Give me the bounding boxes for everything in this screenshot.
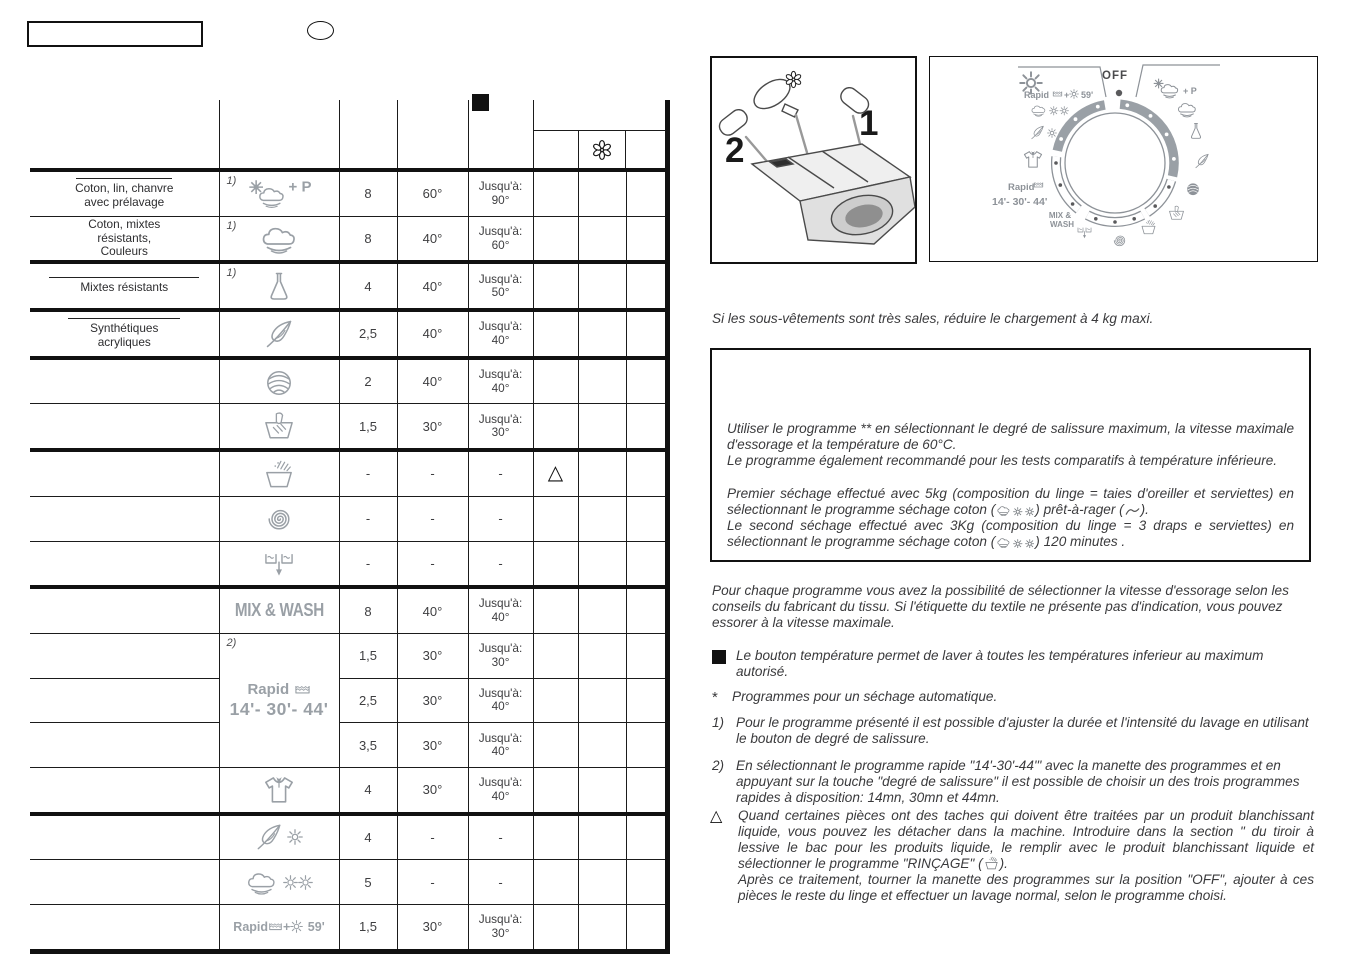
fabric-label bbox=[30, 496, 219, 541]
page-marker-oval bbox=[307, 21, 334, 40]
detergent-cell bbox=[578, 358, 626, 404]
detergent-col-2 bbox=[534, 131, 578, 168]
program-icon-cell bbox=[219, 860, 339, 905]
cotton-icon bbox=[1178, 104, 1195, 117]
max-temp-cell: Jusqu'à: 40° bbox=[468, 678, 533, 723]
dial-mix-wash-label-2: WASH bbox=[1050, 220, 1074, 229]
black-square-icon bbox=[712, 650, 726, 664]
test-program-infobox bbox=[710, 348, 1311, 562]
wash-temp-cell: 40° bbox=[397, 310, 468, 358]
fabric-label: Coton, lin, chanvre avec prélavage bbox=[30, 170, 219, 216]
rinse-icon bbox=[1142, 220, 1155, 234]
max-temp-cell: - bbox=[468, 860, 533, 905]
detergent-cell bbox=[626, 216, 667, 262]
dial-rapid59-time: 59' bbox=[1081, 90, 1094, 100]
max-temp-cell: Jusqu'à: 40° bbox=[468, 723, 533, 768]
sun-icon bbox=[1070, 90, 1079, 99]
wash-temp-cell: 40° bbox=[397, 216, 468, 262]
temperature-note: Le bouton température permet de laver à toutes les températures inferieur au maximum autorisé. bbox=[712, 648, 1312, 680]
load-kg-cell: 2,5 bbox=[339, 310, 397, 358]
detergent-cell bbox=[626, 814, 667, 860]
table-row bbox=[30, 310, 667, 358]
fabric-label bbox=[30, 860, 219, 905]
sun-icon bbox=[1049, 106, 1058, 115]
bleach-cell bbox=[533, 450, 578, 496]
detergent-cell bbox=[578, 860, 626, 905]
rapid-label: Rapid bbox=[233, 919, 269, 934]
detergent-drawer-figure bbox=[710, 56, 917, 264]
detergent-cell bbox=[578, 310, 626, 358]
detergent-cell bbox=[533, 170, 578, 216]
detergent-cell bbox=[626, 767, 667, 813]
detergent-cell bbox=[626, 587, 667, 633]
table-row bbox=[30, 860, 667, 905]
detergent-cell bbox=[533, 541, 578, 587]
detergent-header-group bbox=[533, 100, 667, 170]
cotton-icon bbox=[245, 870, 278, 895]
wash-temp-cell: 30° bbox=[397, 404, 468, 450]
dial-knob-circle bbox=[1065, 113, 1165, 213]
table-row bbox=[30, 170, 667, 216]
load-kg-cell: - bbox=[339, 450, 397, 496]
max-temp-cell: - bbox=[468, 496, 533, 541]
note-marker: 1) bbox=[226, 267, 237, 280]
cotton-icon bbox=[996, 505, 1011, 516]
max-temp-cell: Jusqu'à: 40° bbox=[468, 587, 533, 633]
max-temp-cell: Jusqu'à: 60° bbox=[468, 216, 533, 262]
table-row bbox=[30, 723, 667, 768]
underwear-note: Si les sous-vêtements sont très sales, réduire le chargement à 4 kg maxi. bbox=[712, 311, 1154, 326]
band-position-dots bbox=[1054, 161, 1171, 224]
rapid-times-label: 14'- 30'- 44' bbox=[229, 698, 329, 719]
wash-temp-cell: 60° bbox=[397, 170, 468, 216]
bleach-note-text: Quand certaines pièces ont des taches qui doivent être traitées par un produit blanchissant liquide, vous pouvez les détacher dans la machine. Introduire dans la section " du tiroir à lessive le bac pour les produits liquide, le remplir avec le produit blanchissant liquide et sélectionner le programme "RINÇAGE" ( ). Après ce traitement, tourner la manette des programmes sur la position "OFF", ajouter à ces pièces le reste du linge et effectuer un lavage normal, selon le programme choisi. bbox=[738, 808, 1314, 904]
table-row bbox=[30, 262, 667, 310]
temperature-legend-square bbox=[472, 94, 489, 111]
prewash-cotton-icon bbox=[247, 178, 289, 209]
table-row bbox=[30, 216, 667, 262]
flask-icon bbox=[267, 271, 291, 301]
load-kg-cell: 8 bbox=[339, 170, 397, 216]
table-row bbox=[30, 678, 667, 723]
max-temp-cell: Jusqu'à: 40° bbox=[468, 310, 533, 358]
sun-icon bbox=[290, 920, 303, 933]
dial-rapid-times: 14'- 30'- 44' bbox=[992, 196, 1048, 208]
fabric-label: Synthétiques acryliques bbox=[30, 310, 219, 358]
program-icon-cell bbox=[219, 262, 339, 310]
wash-temp-cell: 30° bbox=[397, 678, 468, 723]
sun-icon bbox=[1013, 539, 1023, 549]
detergent-cell bbox=[533, 905, 578, 952]
rapid-program-cell bbox=[219, 633, 339, 767]
program-icon-cell bbox=[219, 814, 339, 860]
max-temp-cell: - bbox=[468, 450, 533, 496]
load-kg-cell: 1,5 bbox=[339, 905, 397, 952]
bleach-note bbox=[710, 808, 1314, 904]
detergent-cell bbox=[533, 216, 578, 262]
feather-icon bbox=[1196, 154, 1208, 167]
detergent-cell bbox=[578, 262, 626, 310]
dial-rapid-label: Rapid bbox=[1008, 182, 1035, 193]
detergent-cell bbox=[533, 262, 578, 310]
compartment-2-label: 2 bbox=[725, 131, 745, 170]
load-kg-cell: 2 bbox=[339, 358, 397, 404]
cotton-icon bbox=[1032, 106, 1045, 116]
detergent-cell bbox=[626, 541, 667, 587]
detergent-cell bbox=[578, 633, 626, 678]
load-kg-cell: 4 bbox=[339, 814, 397, 860]
detergent-cell bbox=[533, 310, 578, 358]
table-row bbox=[30, 496, 667, 541]
detergent-col-softener bbox=[578, 131, 625, 168]
spin-speed-note: Pour chaque programme vous avez la possibilité de sélectionner la vitesse d'essorage selon les conseils du fabricant du tissu. Si l'étiquette du textile ne présente pas d'indication, vous pouvez essorer à la vitesse maximale. bbox=[712, 583, 1289, 631]
detergent-col-1 bbox=[625, 131, 665, 168]
feather-icon bbox=[1032, 126, 1044, 139]
program-icon-cell bbox=[219, 587, 339, 633]
detergent-cell bbox=[533, 814, 578, 860]
detergent-cell bbox=[578, 678, 626, 723]
program-dial-figure bbox=[929, 56, 1318, 262]
table-row bbox=[30, 587, 667, 633]
basin-icon bbox=[1053, 92, 1062, 97]
test-program-paragraph: Utiliser le programme ** en sélectionnant le degré de salissure maximum, la vitesse maximale d'essorage et la température de 60°C. Le programme également recommandé pour les tests comparatifs à température inférieure. bbox=[727, 421, 1294, 469]
arc-position-dots bbox=[1059, 103, 1176, 160]
max-temp-cell: Jusqu'à: 50° bbox=[468, 262, 533, 310]
program-icon-cell bbox=[219, 358, 339, 404]
rapid-time-label: 59' bbox=[307, 919, 325, 934]
load-kg-cell: 8 bbox=[339, 216, 397, 262]
program-icon-cell bbox=[219, 905, 339, 952]
shirt-icon bbox=[262, 774, 296, 806]
fabric-label bbox=[30, 814, 219, 860]
detergent-cell bbox=[578, 404, 626, 450]
detergent-cell bbox=[626, 496, 667, 541]
max-temp-cell: Jusqu'à: 40° bbox=[468, 767, 533, 813]
detergent-cell bbox=[626, 170, 667, 216]
detergent-cell bbox=[626, 262, 667, 310]
detergent-cell bbox=[533, 358, 578, 404]
detergent-cell bbox=[578, 587, 626, 633]
dial-off-label: OFF bbox=[1102, 70, 1128, 82]
shirt-icon bbox=[1024, 151, 1041, 167]
mix-wash-label: MIX & WASH bbox=[234, 600, 324, 622]
max-temp-cell: Jusqu'à: 40° bbox=[468, 358, 533, 404]
program-icon-cell bbox=[219, 541, 339, 587]
wash-temp-cell: - bbox=[397, 541, 468, 587]
table-row bbox=[30, 814, 667, 860]
program-icon-cell bbox=[219, 404, 339, 450]
wash-temp-cell: - bbox=[397, 814, 468, 860]
dial-plus-p-label: + P bbox=[1183, 86, 1197, 96]
program-icon-cell bbox=[219, 310, 339, 358]
program-table bbox=[30, 100, 670, 954]
drain-icon bbox=[262, 549, 296, 577]
prewash-cotton-icon bbox=[1154, 79, 1178, 98]
table-row bbox=[30, 450, 667, 496]
sun-icon bbox=[298, 875, 313, 890]
table-row bbox=[30, 905, 667, 952]
max-temp-cell: - bbox=[468, 814, 533, 860]
fabric-label bbox=[30, 404, 219, 450]
load-kg-cell: 8 bbox=[339, 587, 397, 633]
temp-header bbox=[397, 100, 468, 170]
rapid-label: Rapid bbox=[247, 680, 290, 698]
fabric-label bbox=[30, 905, 219, 952]
load-kg-cell: 1,5 bbox=[339, 633, 397, 678]
max-temp-cell: Jusqu'à: 30° bbox=[468, 404, 533, 450]
detergent-cell bbox=[533, 587, 578, 633]
detergent-cell bbox=[626, 358, 667, 404]
wash-temp-cell: 30° bbox=[397, 633, 468, 678]
cotton-icon bbox=[996, 537, 1011, 548]
detergent-cell bbox=[626, 633, 667, 678]
dial-diagram bbox=[930, 57, 1314, 258]
wash-temp-cell: 40° bbox=[397, 587, 468, 633]
detergent-cell bbox=[578, 905, 626, 952]
max-temp-cell: - bbox=[468, 541, 533, 587]
max-temp-cell: Jusqu'à: 30° bbox=[468, 905, 533, 952]
wash-temp-cell: 30° bbox=[397, 905, 468, 952]
program-icon-cell bbox=[219, 496, 339, 541]
table-row bbox=[30, 358, 667, 404]
wash-temp-cell: 30° bbox=[397, 767, 468, 813]
feather-icon bbox=[255, 823, 283, 851]
bleach-triangle-icon: △ bbox=[547, 462, 564, 485]
detergent-cell bbox=[578, 170, 626, 216]
sun-icon bbox=[1025, 539, 1035, 549]
fabric-header bbox=[30, 100, 219, 170]
detergent-cell bbox=[533, 633, 578, 678]
pour-stream bbox=[796, 115, 808, 156]
wash-temp-cell: - bbox=[397, 860, 468, 905]
drying-programs-arc bbox=[1057, 105, 1105, 151]
table-row bbox=[30, 404, 667, 450]
detergent-cell bbox=[533, 767, 578, 813]
basin-icon bbox=[294, 683, 311, 696]
sun-icon bbox=[1048, 129, 1057, 138]
detergent-cell bbox=[578, 814, 626, 860]
note-2: 2) En sélectionnant le programme rapide "14'-30'-44'" avec la manette des programmes et en appuyant sur la touche "degré de salissure" il est possible de choisir un des trois programmes rapides à disposition: 14mn, 30mn et 44mn. bbox=[712, 758, 1300, 806]
wool-icon bbox=[1187, 183, 1199, 195]
note-marker: 1) bbox=[226, 219, 237, 232]
detergent-cell bbox=[533, 860, 578, 905]
fabric-label bbox=[30, 767, 219, 813]
table-row bbox=[30, 541, 667, 587]
spin-spiral-icon bbox=[1114, 236, 1125, 246]
dry-group-bracket-right bbox=[1136, 65, 1220, 97]
plus-p-label: + P bbox=[288, 179, 312, 197]
fabric-label bbox=[30, 633, 219, 678]
detergent-cell bbox=[626, 404, 667, 450]
basin-icon bbox=[268, 921, 283, 932]
rinse-icon bbox=[263, 459, 295, 489]
handwash-icon bbox=[1170, 206, 1184, 219]
fabric-label bbox=[30, 450, 219, 496]
detergent-cell bbox=[578, 723, 626, 768]
table-header-row bbox=[30, 100, 667, 170]
load-kg-cell: 2,5 bbox=[339, 678, 397, 723]
detergent-cell bbox=[626, 905, 667, 952]
load-kg-cell: 3,5 bbox=[339, 723, 397, 768]
detergent-cell bbox=[578, 496, 626, 541]
wash-temp-cell: 40° bbox=[397, 358, 468, 404]
note-1: 1) Pour le programme présenté il est possible d'ajuster la durée et l'intensité du lavage en utilisant le bouton de degré de salissure. bbox=[712, 715, 1309, 747]
sun-icon bbox=[283, 875, 298, 890]
sun-icon bbox=[1060, 106, 1069, 115]
program-header bbox=[219, 100, 339, 170]
detergent-cell bbox=[578, 450, 626, 496]
asterisk-marker: * bbox=[712, 689, 718, 706]
program-icon-cell bbox=[219, 450, 339, 496]
dial-mix-wash-label-1: MIX & bbox=[1048, 211, 1072, 220]
model-label-box bbox=[27, 21, 203, 47]
detergent-cell bbox=[578, 541, 626, 587]
rinse-icon bbox=[984, 856, 999, 870]
max-temp-cell: Jusqu'à: 30° bbox=[468, 633, 533, 678]
sun-icon bbox=[1025, 507, 1035, 517]
ready-to-wear-icon bbox=[1125, 507, 1140, 516]
detergent-cell bbox=[626, 450, 667, 496]
program-icon-cell bbox=[219, 216, 339, 262]
load-kg-cell: - bbox=[339, 496, 397, 541]
softener-flower-icon bbox=[591, 139, 613, 161]
detergent-cell bbox=[626, 723, 667, 768]
load-kg-cell: 4 bbox=[339, 767, 397, 813]
table-row bbox=[30, 633, 667, 678]
spin-spiral-icon bbox=[265, 505, 293, 533]
compartment-1-label: 1 bbox=[859, 104, 879, 143]
max-temp-cell: Jusqu'à: 90° bbox=[468, 170, 533, 216]
detergent-cell bbox=[533, 496, 578, 541]
note-marker: 2) bbox=[226, 636, 237, 649]
dial-rapid59-label: Rapid bbox=[1024, 90, 1050, 100]
program-icon-cell bbox=[219, 170, 339, 216]
wool-icon bbox=[264, 367, 294, 397]
load-kg-cell: 1,5 bbox=[339, 404, 397, 450]
wash-temp-cell: - bbox=[397, 496, 468, 541]
fabric-label: Coton, mixtes résistants, Couleurs bbox=[30, 216, 219, 262]
fabric-label bbox=[30, 678, 219, 723]
load-kg-cell: 5 bbox=[339, 860, 397, 905]
load-kg-cell: 4 bbox=[339, 262, 397, 310]
wash-temp-cell: - bbox=[397, 450, 468, 496]
dial-rapid59-plus: + bbox=[1064, 90, 1070, 100]
fabric-label bbox=[30, 541, 219, 587]
drying-test-paragraph: Premier séchage effectué avec 5kg (composition du linge = taies d'oreiller et serviettes) en sélectionnant le programme séchage coton ( ) prêt-à-rager ( ). Le second séchage effectué avec 3Kg (composition du linge = 3 draps e serviettes) en sélectionnant le programme séchage coton ( ) 120 minutes . bbox=[727, 486, 1294, 550]
fabric-label bbox=[30, 723, 219, 768]
load-header bbox=[339, 100, 397, 170]
detergent-cell bbox=[533, 404, 578, 450]
program-icon-cell bbox=[219, 767, 339, 813]
fabric-label bbox=[30, 358, 219, 404]
dial-pointer-dot bbox=[1116, 90, 1122, 96]
handwash-icon bbox=[263, 411, 295, 441]
note-2-marker: 2) bbox=[712, 758, 725, 773]
note-1-marker: 1) bbox=[712, 715, 725, 730]
load-kg-cell: - bbox=[339, 541, 397, 587]
detergent-cell bbox=[578, 216, 626, 262]
feather-icon bbox=[264, 319, 294, 349]
flask-icon bbox=[1191, 123, 1200, 138]
wash-temp-cell: 40° bbox=[397, 262, 468, 310]
detergent-cell bbox=[626, 310, 667, 358]
sun-icon bbox=[1013, 507, 1023, 517]
auto-dry-note: * Programmes pour un séchage automatique. bbox=[712, 689, 998, 706]
sun-icon bbox=[287, 829, 303, 845]
detergent-cell bbox=[533, 678, 578, 723]
detergent-cell bbox=[626, 860, 667, 905]
detergent-cell bbox=[626, 678, 667, 723]
wash-temp-cell: 30° bbox=[397, 723, 468, 768]
table-row bbox=[30, 767, 667, 813]
drawer-illustration bbox=[712, 58, 915, 262]
bleach-triangle-icon: △ bbox=[710, 808, 723, 825]
basin-icon bbox=[1034, 183, 1043, 188]
plus-label: + bbox=[283, 919, 291, 934]
drain-icon bbox=[1078, 228, 1091, 239]
cotton-icon bbox=[259, 224, 299, 254]
note-marker: 1) bbox=[226, 175, 237, 187]
detergent-cell bbox=[533, 723, 578, 768]
fabric-label: Mixtes résistants bbox=[30, 262, 219, 310]
fabric-label bbox=[30, 587, 219, 633]
detergent-cell bbox=[578, 767, 626, 813]
